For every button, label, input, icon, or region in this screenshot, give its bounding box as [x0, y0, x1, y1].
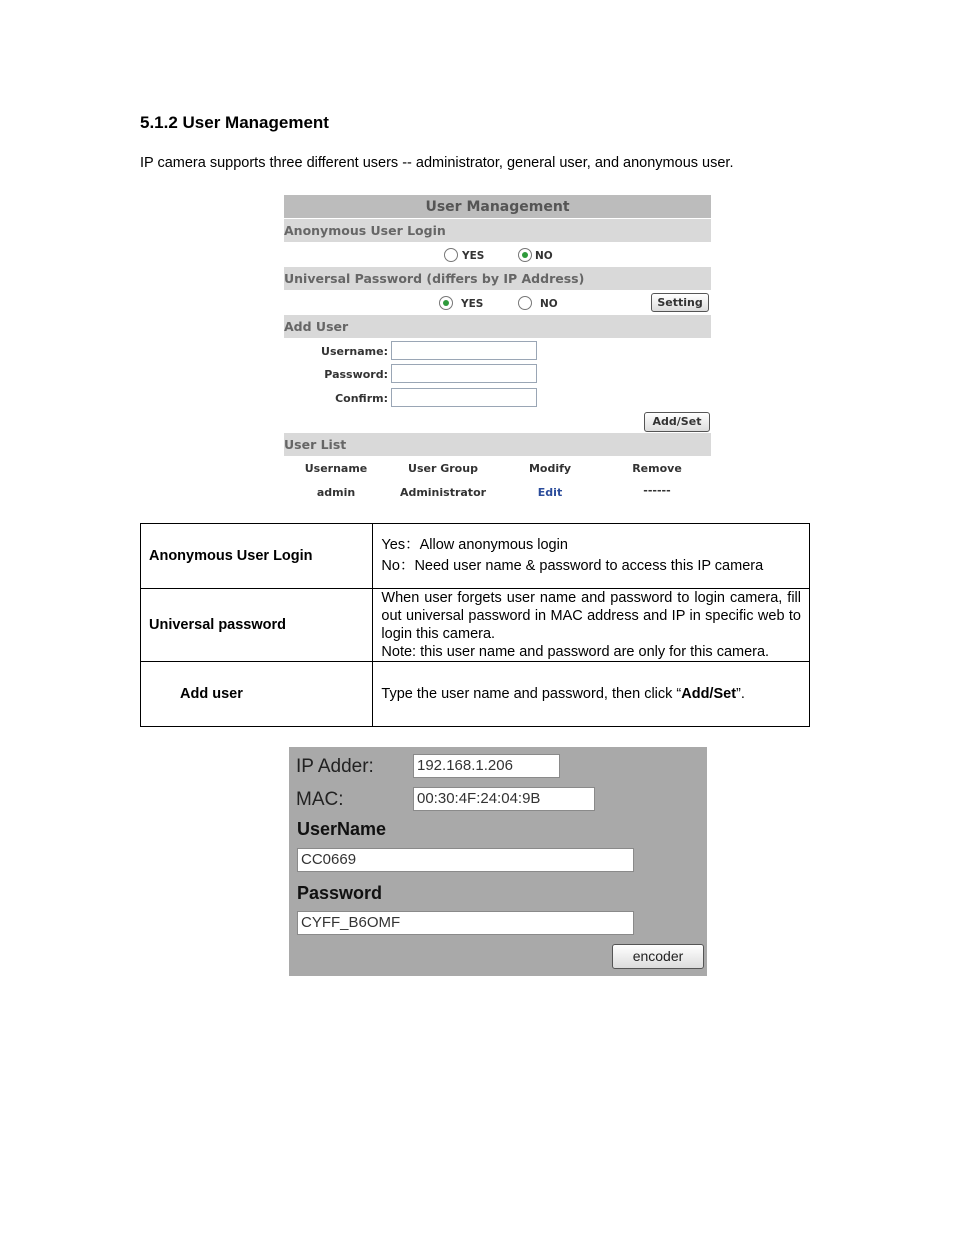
password-input[interactable]	[391, 364, 537, 383]
section-heading: 5.1.2 User Management	[140, 113, 329, 132]
anonymous-yes-label: YES	[462, 250, 485, 262]
ip-field[interactable]: 192.168.1.206	[413, 754, 560, 778]
row-label: Universal password	[141, 589, 373, 662]
anonymous-login-section: Anonymous User Login	[284, 219, 711, 242]
row-label: Add user	[141, 662, 373, 727]
description-line: No：Need user name & password to access this IP camera	[381, 558, 764, 574]
anonymous-yes-radio[interactable]	[444, 248, 458, 262]
confirm-label: Confirm:	[335, 392, 388, 405]
panel-title: User Management	[284, 195, 711, 218]
column-header-user-group: User Group	[408, 462, 478, 475]
universal-yes-label: YES	[461, 298, 484, 310]
password-field[interactable]: CYFF_B6OMF	[297, 911, 634, 935]
description-table	[140, 523, 810, 727]
row-description	[373, 662, 810, 727]
row-label: Anonymous User Login	[141, 524, 373, 589]
row-username: admin	[316, 486, 356, 499]
table-row	[141, 524, 810, 589]
table-row	[141, 589, 810, 662]
table-row	[141, 662, 810, 727]
intro-paragraph: IP camera supports three different users -- administrator, general user, and anonymous user.	[140, 155, 734, 171]
edit-link[interactable]: Edit	[537, 486, 563, 499]
username-input[interactable]	[391, 341, 537, 360]
column-header-remove: Remove	[632, 462, 682, 475]
username-label: Username:	[321, 345, 388, 358]
row-user-group: Administrator	[399, 486, 487, 499]
row-description	[373, 524, 810, 589]
username-heading: UserName	[297, 819, 387, 839]
username-field[interactable]: CC0669	[297, 848, 634, 872]
description-bold: Add/Set	[681, 686, 737, 702]
column-header-modify: Modify	[528, 462, 572, 475]
setting-button[interactable]: Setting	[651, 293, 709, 312]
description-text: Type the user name and password, then click “	[381, 686, 682, 702]
description-text: ”.	[736, 686, 745, 702]
anonymous-no-radio[interactable]	[518, 248, 532, 262]
universal-yes-radio[interactable]	[439, 296, 453, 310]
mac-field[interactable]: 00:30:4F:24:04:9B	[413, 787, 595, 811]
confirm-input[interactable]	[391, 388, 537, 407]
universal-no-radio[interactable]	[518, 296, 532, 310]
ip-label: IP Adder:	[296, 756, 374, 777]
password-heading: Password	[297, 883, 383, 903]
add-user-section: Add User	[284, 315, 711, 338]
password-label: Password:	[324, 368, 388, 381]
user-management-panel	[284, 195, 711, 505]
encoder-panel	[289, 747, 707, 976]
column-header-username: Username	[304, 462, 368, 475]
add-set-button[interactable]: Add/Set	[644, 412, 710, 432]
description-line: Yes：Allow anonymous login	[381, 537, 568, 553]
mac-label: MAC:	[296, 789, 344, 810]
universal-no-label: NO	[540, 298, 558, 310]
description-note: Note: this user name and password are only for this camera.	[381, 644, 770, 660]
row-description	[373, 589, 810, 662]
anonymous-no-label: NO	[535, 250, 553, 262]
row-remove: ------	[643, 484, 671, 497]
user-list-section: User List	[284, 433, 711, 456]
description-text: When user forgets user name and password to login camera, fill out universal password in MAC address and IP in specific web to login this camera.	[381, 590, 801, 642]
universal-password-section: Universal Password (differs by IP Address)	[284, 267, 711, 290]
encoder-button[interactable]: encoder	[612, 944, 704, 969]
